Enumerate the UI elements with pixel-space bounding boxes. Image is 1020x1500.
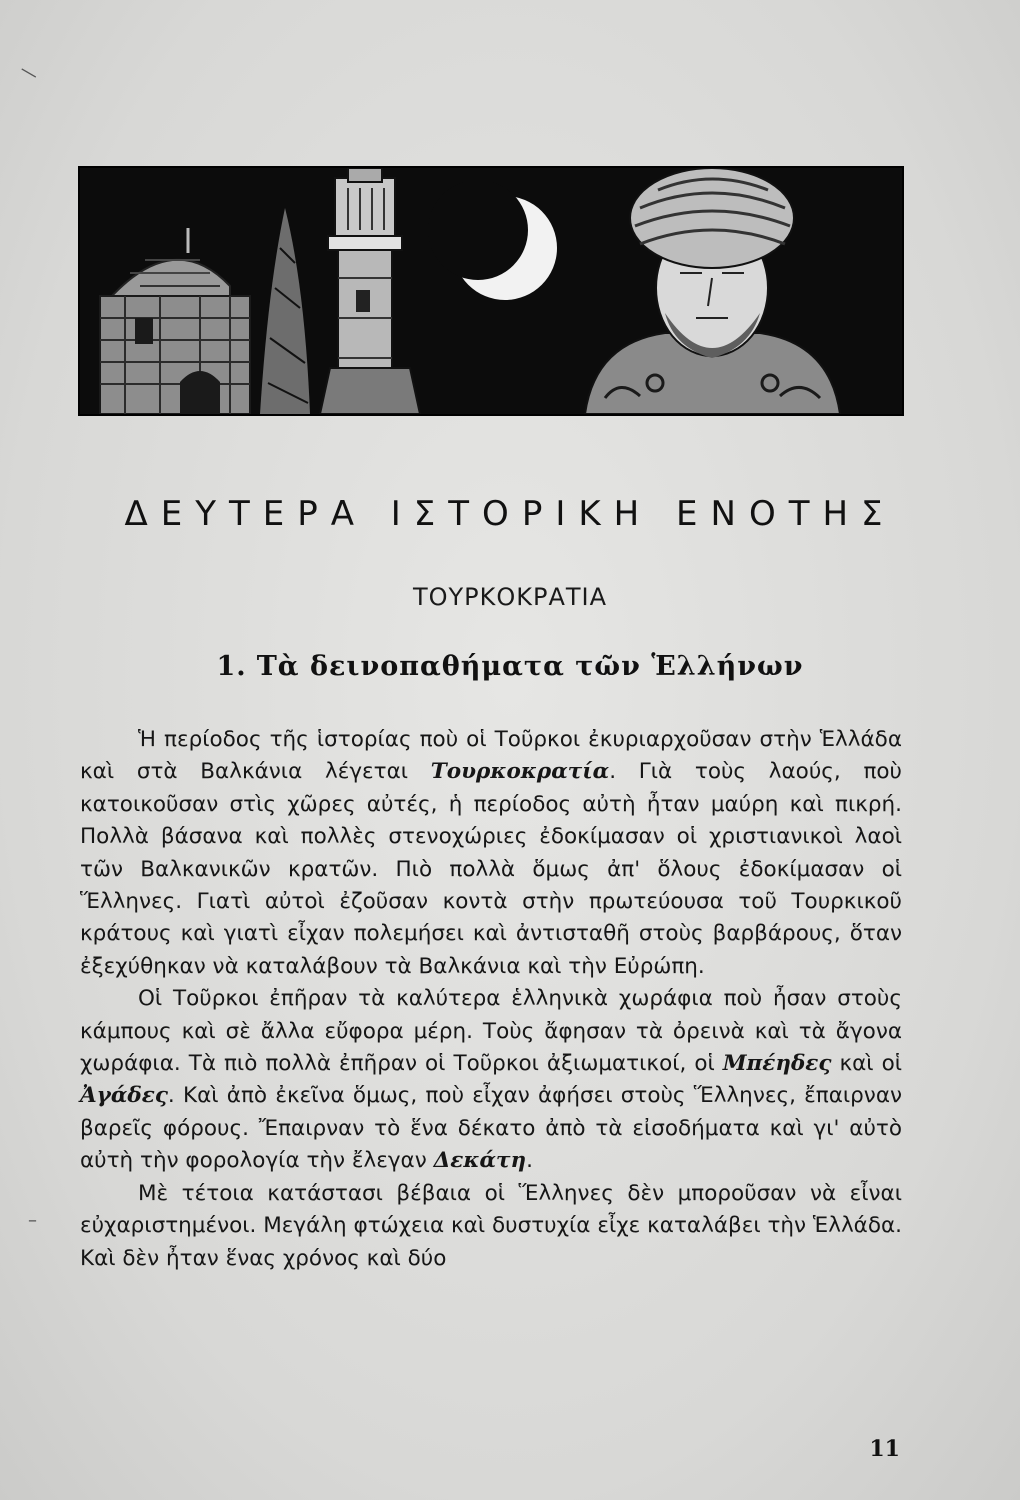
emphasis-term: Τουρκοκρατία bbox=[430, 759, 610, 785]
chapter-title-text: Τὰ δεινοπαθήματα τῶν Ἑλλήνων bbox=[256, 651, 804, 682]
emphasis-term: Ἀγάδες bbox=[80, 1083, 168, 1109]
paragraph: Ἡ περίοδος τῆς ἱστορίας ποὺ οἱ Τοῦρκοι ἐκυριαρχοῦσαν στὴν Ἑλλάδα καὶ στὰ Βαλκάνια λέγεται Τουρκοκρατία. Γιὰ τοὺς λαούς, ποὺ κατοικοῦσαν στὶς χῶρες αὐτές, ἡ περίοδος αὐτὴ ἦταν μαύρη καὶ πικρή. Πολλὰ βάσανα καὶ πολλὲς στενοχώριες ἐδοκίμασαν οἱ χριστιανικοὶ λαοὶ τῶν Βαλκανικῶν κρατῶν. Πιὸ πολλὰ ὅμως ἀπ' ὅλους ἐδοκίμασαν οἱ Ἕλληνες. Γιατὶ αὐτοὶ ἐζοῦσαν κοντὰ στὴν πρωτεύουσα τοῦ Τουρκικοῦ κράτους καὶ γιατὶ εἶχαν πολεμήσει καὶ ἀντισταθῆ στοὺς βαρβάρους, ὅταν ἐξεχύθηκαν νὰ καταλάβουν τὰ Βαλκάνια καὶ τὴν Εὐρώπη. bbox=[80, 727, 902, 979]
margin-mark: — bbox=[15, 58, 43, 87]
paragraph: Οἱ Τοῦρκοι ἐπῆραν τὰ καλύτερα ἑλληνικὰ χωράφια ποὺ ἦσαν στοὺς κάμπους καὶ σὲ ἄλλα εὔφορα μέρη. Τοὺς ἄφησαν τὰ ὀρεινὰ καὶ τὰ ἄγονα χωράφια. Τὰ πιὸ πολλὰ ἐπῆραν οἱ Τοῦρκοι ἀξιωματικοί, οἱ Μπέηδες καὶ οἱ Ἀγάδες. Καὶ ἀπὸ ἐκεῖνα ὅμως, ποὺ εἶχαν ἀφήσει στοὺς Ἕλληνες, ἔπαιρναν βαρεῖς φόρους. Ἔπαιρναν τὸ ἕνα δέκατο ἀπὸ τὰ εἰσοδήματα καὶ γι' αὐτὸ αὐτὴ τὴν φορολογία τὴν ἔλεγαν Δεκάτη. bbox=[80, 986, 902, 1174]
margin-mark: – bbox=[28, 1210, 37, 1231]
chapter-number: 1. bbox=[216, 651, 247, 682]
body-text bbox=[80, 724, 902, 1275]
header-illustration bbox=[78, 166, 904, 416]
emphasis-term: Δεκάτη bbox=[433, 1148, 527, 1174]
emphasis-term: Μπέηδες bbox=[722, 1051, 832, 1077]
chapter-title bbox=[0, 651, 1020, 682]
paragraph: Μὲ τέτοια κατάστασι βέβαια οἱ Ἕλληνες δὲν μποροῦσαν νὰ εἶναι εὐχαριστημένοι. Μεγάλη φτώχεια καὶ δυστυχία εἶχε καταλάβει τὴν Ἑλλάδα. Καὶ δὲν ἦταν ἕνας χρόνος καὶ δύο bbox=[80, 1180, 902, 1271]
page-number: 11 bbox=[869, 1436, 900, 1462]
subtitle: ΤΟΥΡΚΟΚΡΑΤΙΑ bbox=[412, 583, 608, 611]
section-title: ΔΕΥΤΕΡΑ ΙΣΤΟΡΙΚΗ ΕΝΟΤΗΣ bbox=[124, 494, 896, 534]
